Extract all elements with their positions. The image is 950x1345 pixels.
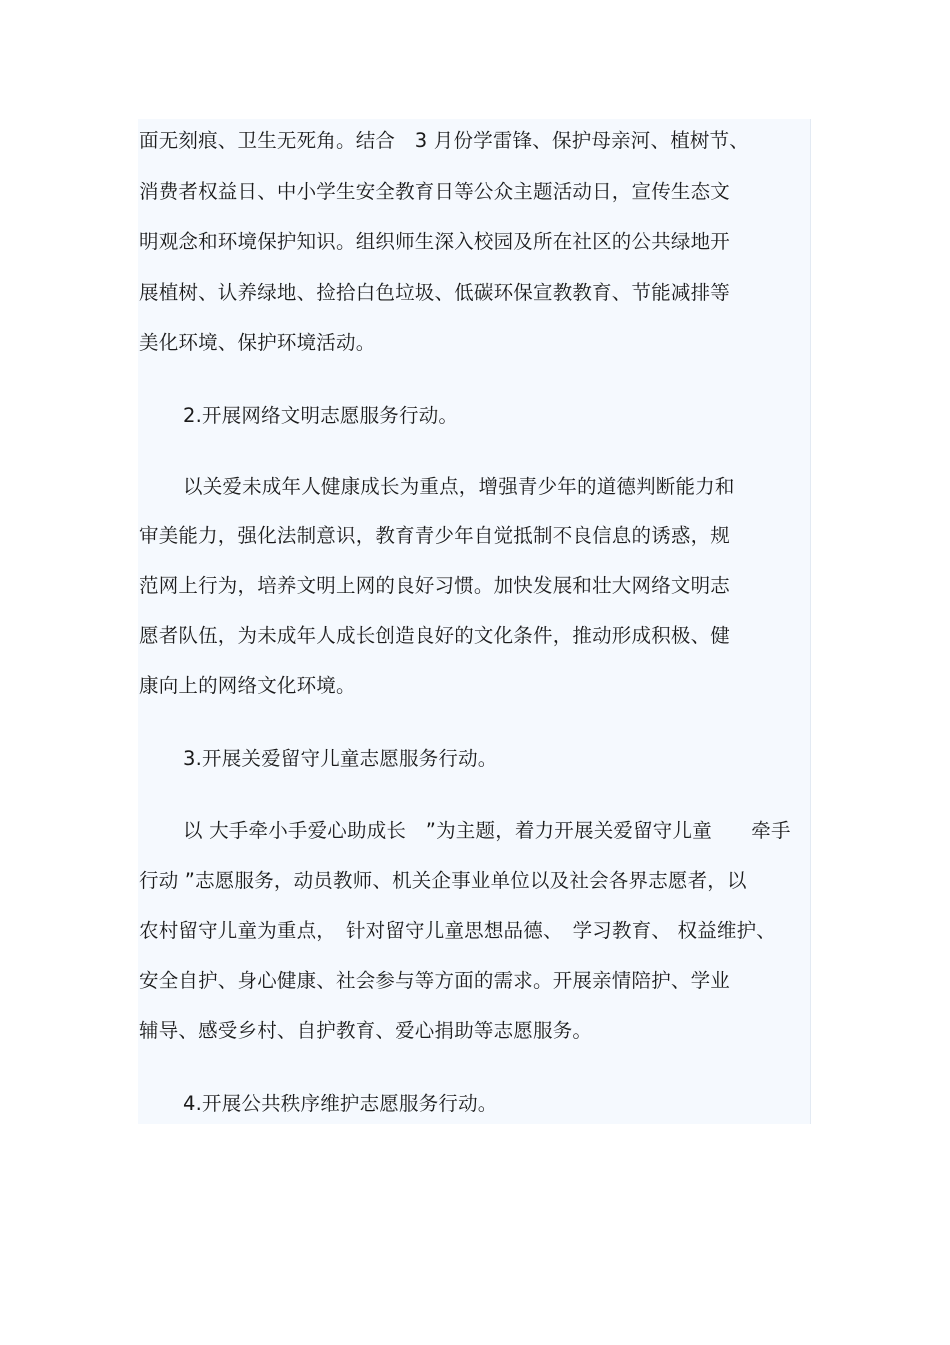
body-text-line: 美化环境、保护环境活动。 (139, 331, 376, 354)
section-heading-3: 3.开展关爱留守儿童志愿服务行动。 (183, 747, 498, 770)
section-heading-2: 2.开展网络文明志愿服务行动。 (183, 404, 459, 427)
body-text-line: 审美能力，强化法制意识，教育青少年自觉抵制不良信息的诱惑，规 (139, 524, 731, 547)
body-text-line: 愿者队伍，为未成年人成长创造良好的文化条件，推动形成积极、健 (139, 624, 731, 647)
section-heading-4: 4.开展公共秩序维护志愿服务行动。 (183, 1092, 498, 1115)
body-text-line: 展植树、认养绿地、捡拾白色垃圾、低碳环保宣教教育、节能减排等 (139, 281, 731, 304)
body-text-line: 农村留守儿童为重点， 针对留守儿童思想品德、 学习教育、 权益维护、 (139, 919, 776, 942)
body-text-line: 行动 ”志愿服务，动员教师、机关企事业单位以及社会各界志愿者，以 (139, 869, 747, 892)
body-text-line: 明观念和环境保护知识。组织师生深入校园及所在社区的公共绿地开 (139, 230, 731, 253)
body-text-line: 面无刻痕、卫生无死角。结合 3 月份学雷锋、保护母亲河、植树节、 (139, 129, 750, 152)
body-text-line: 消费者权益日、中小学生安全教育日等公众主题活动日，宣传生态文 (139, 180, 731, 203)
body-text-line: 范网上行为，培养文明上网的良好习惯。加快发展和壮大网络文明志 (139, 574, 731, 597)
body-text-line: 安全自护、身心健康、社会参与等方面的需求。开展亲情陪护、学业 (139, 969, 731, 992)
body-text-line: 以 大手牵小手爱心助成长 ”为主题，着力开展关爱留守儿童 牵手 (183, 819, 791, 842)
body-text-line: 辅导、感受乡村、自护教育、爱心捐助等志愿服务。 (139, 1019, 593, 1042)
body-text-line: 以关爱未成年人健康成长为重点，增强青少年的道德判断能力和 (183, 475, 735, 498)
body-text-line: 康向上的网络文化环境。 (139, 674, 356, 697)
